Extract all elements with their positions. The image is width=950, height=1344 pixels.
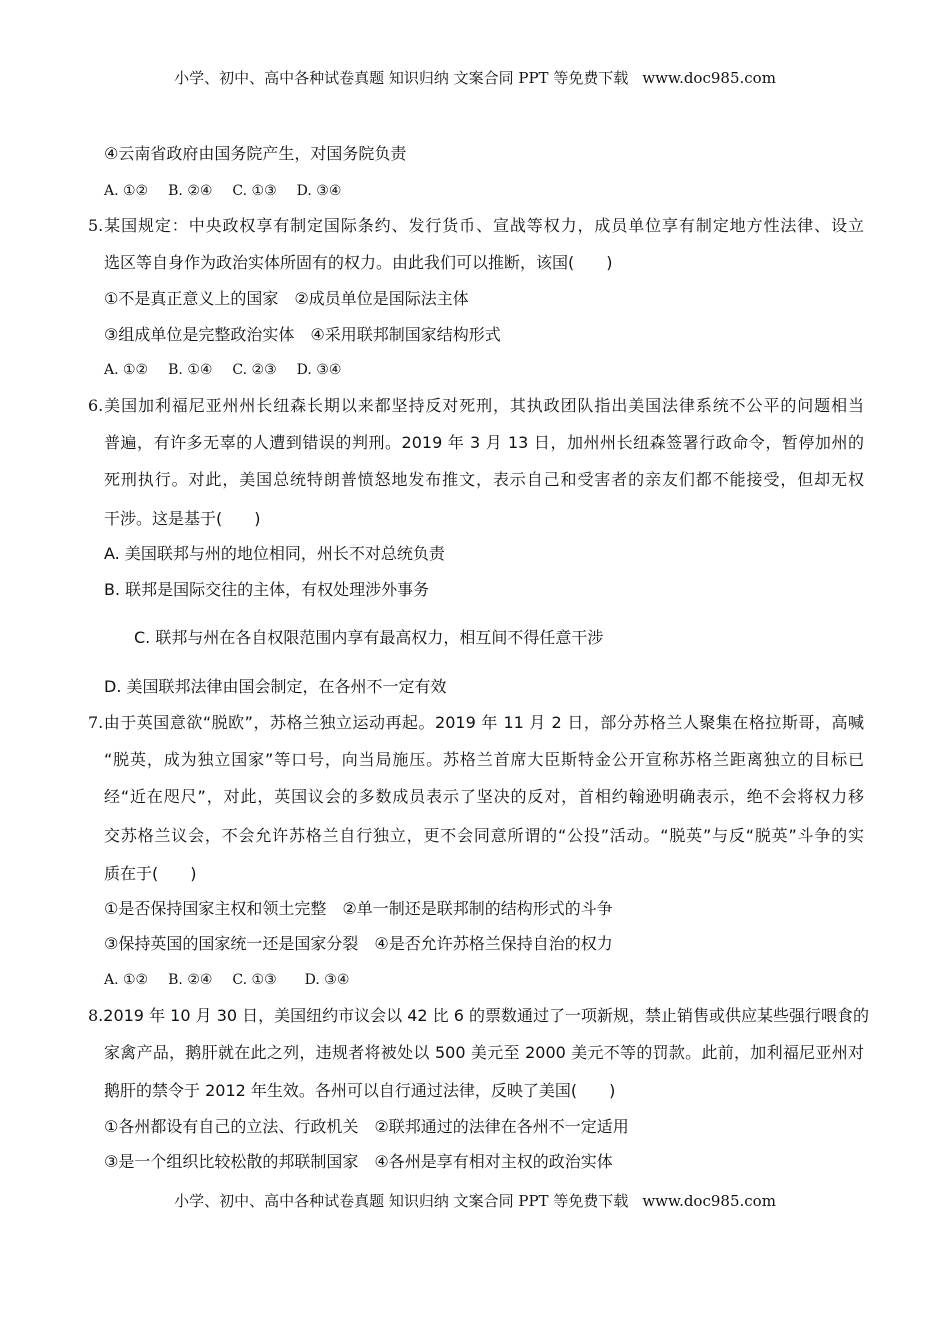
q6-stem-line-2: 普遍，有许多无辜的人遭到错误的判刑。2019 年 3 月 13 日，加州州长纽森签署行政命令，暂停加州的 xyxy=(104,433,864,452)
q4-option-c: C. ①③ xyxy=(232,183,277,199)
q4-options xyxy=(104,181,341,201)
header-text: 小学、初中、高中各种试卷真题 知识归纳 文案合同 PPT 等免费下载 xyxy=(174,69,629,87)
q7-option-a: A. ①② xyxy=(104,972,149,988)
q7-option-b: B. ②④ xyxy=(168,972,213,988)
q7-stem-line-2: “脱英，成为独立国家”等口号，向当局施压。苏格兰首席大臣斯特金公开宣称苏格兰距离独立的目标已 xyxy=(104,750,864,769)
q5-stem-line-2: 选区等自身作为政治实体所固有的权力。由此我们可以推断，该国( ) xyxy=(104,253,613,272)
q6-option-b: B. 联邦是国际交往的主体，有权处理涉外事务 xyxy=(104,580,430,599)
page-footer xyxy=(0,1190,950,1211)
q7-option-c: C. ①③ xyxy=(232,972,277,988)
q4-option-d: D. ③④ xyxy=(296,183,342,199)
q5-option-b: B. ①④ xyxy=(168,362,213,378)
q6-stem-line-3: 死刑执行。对此，美国总统特朗普愤怒地发布推文，表示自己和受害者的亲友们都不能接受，但却无权 xyxy=(104,470,864,489)
q8-stem-line-2: 家禽产品，鹅肝就在此之列，违规者将被处以 500 美元至 2000 美元不等的罚款。此前，加利福尼亚州对 xyxy=(104,1043,864,1062)
q5-stem-line-1: 5.某国规定：中央政权享有制定国际条约、发行货币、宣战等权力，成员单位享有制定地方性法律、设立 xyxy=(88,216,864,235)
q8-items-1: ①各州都设有自己的立法、行政机关 ②联邦通过的法律在各州不一定适用 xyxy=(104,1117,629,1136)
q7-items-1: ①是否保持国家主权和领土完整 ②单一制还是联邦制的结构形式的斗争 xyxy=(104,899,613,918)
q7-stem-line-4: 交苏格兰议会，不会允许苏格兰自行独立，更不会同意所谓的“公投”活动。“脱英”与反“脱英”斗争的实 xyxy=(104,826,864,845)
q7-stem-line-5: 质在于( ) xyxy=(104,864,197,883)
footer-site-link[interactable]: www.doc985.com xyxy=(642,1192,776,1210)
q7-option-d: D. ③④ xyxy=(304,972,350,988)
q6-stem-line-1: 6.美国加利福尼亚州州长纽森长期以来都坚持反对死刑，其执政团队指出美国法律系统不公平的问题相当 xyxy=(88,396,864,415)
q4-option-a: A. ①② xyxy=(104,183,149,199)
q5-option-a: A. ①② xyxy=(104,362,149,378)
header-site-link[interactable]: www.doc985.com xyxy=(642,69,776,87)
q5-items-1: ①不是真正意义上的国家 ②成员单位是国际法主体 xyxy=(104,289,469,308)
q8-stem-line-1: 8.2019 年 10 月 30 日，美国纽约市议会以 42 比 6 的票数通过了一项新规，禁止销售或供应某些强行喂食的 xyxy=(88,1006,870,1025)
q5-items-2: ③组成单位是完整政治实体 ④采用联邦制国家结构形式 xyxy=(104,325,501,344)
q7-items-2: ③保持英国的国家统一还是国家分裂 ④是否允许苏格兰保持自治的权力 xyxy=(104,934,613,953)
q7-stem-line-3: 经“近在咫尺”，对此，英国议会的多数成员表示了坚决的反对，首相约翰逊明确表示，绝不会将权力移 xyxy=(104,787,864,806)
q6-option-c: C. 联邦与州在各自权限范围内享有最高权力，相互间不得任意干涉 xyxy=(134,628,604,647)
q6-option-a: A. 美国联邦与州的地位相同，州长不对总统负责 xyxy=(104,544,445,563)
q4-option-b: B. ②④ xyxy=(168,183,213,199)
footer-text: 小学、初中、高中各种试卷真题 知识归纳 文案合同 PPT 等免费下载 xyxy=(174,1192,629,1210)
page-header xyxy=(0,67,950,88)
q5-number: 5. xyxy=(88,216,104,235)
q5-option-c: C. ②③ xyxy=(232,362,277,378)
q8-stem-line-3: 鹅肝的禁令于 2012 年生效。各州可以自行通过法律，反映了美国( ) xyxy=(104,1081,616,1100)
q7-stem-line-1: 7.由于英国意欲“脱欧”，苏格兰独立运动再起。2019 年 11 月 2 日，部分苏格兰人聚集在格拉斯哥，高喊 xyxy=(88,713,864,732)
q8-items-2: ③是一个组织比较松散的邦联制国家 ④各州是享有相对主权的政治实体 xyxy=(104,1152,613,1171)
q7-number: 7. xyxy=(88,713,104,732)
q6-number: 6. xyxy=(88,396,104,415)
q5-option-d: D. ③④ xyxy=(296,362,342,378)
q6-stem-line-4: 干涉。这是基于( ) xyxy=(104,509,261,528)
q6-option-d: D. 美国联邦法律由国会制定，在各州不一定有效 xyxy=(104,677,447,696)
q4-item-4: ④云南省政府由国务院产生，对国务院负责 xyxy=(104,144,407,163)
q7-options xyxy=(104,970,349,990)
q8-number: 8. xyxy=(88,1006,104,1025)
q5-options xyxy=(104,360,341,380)
